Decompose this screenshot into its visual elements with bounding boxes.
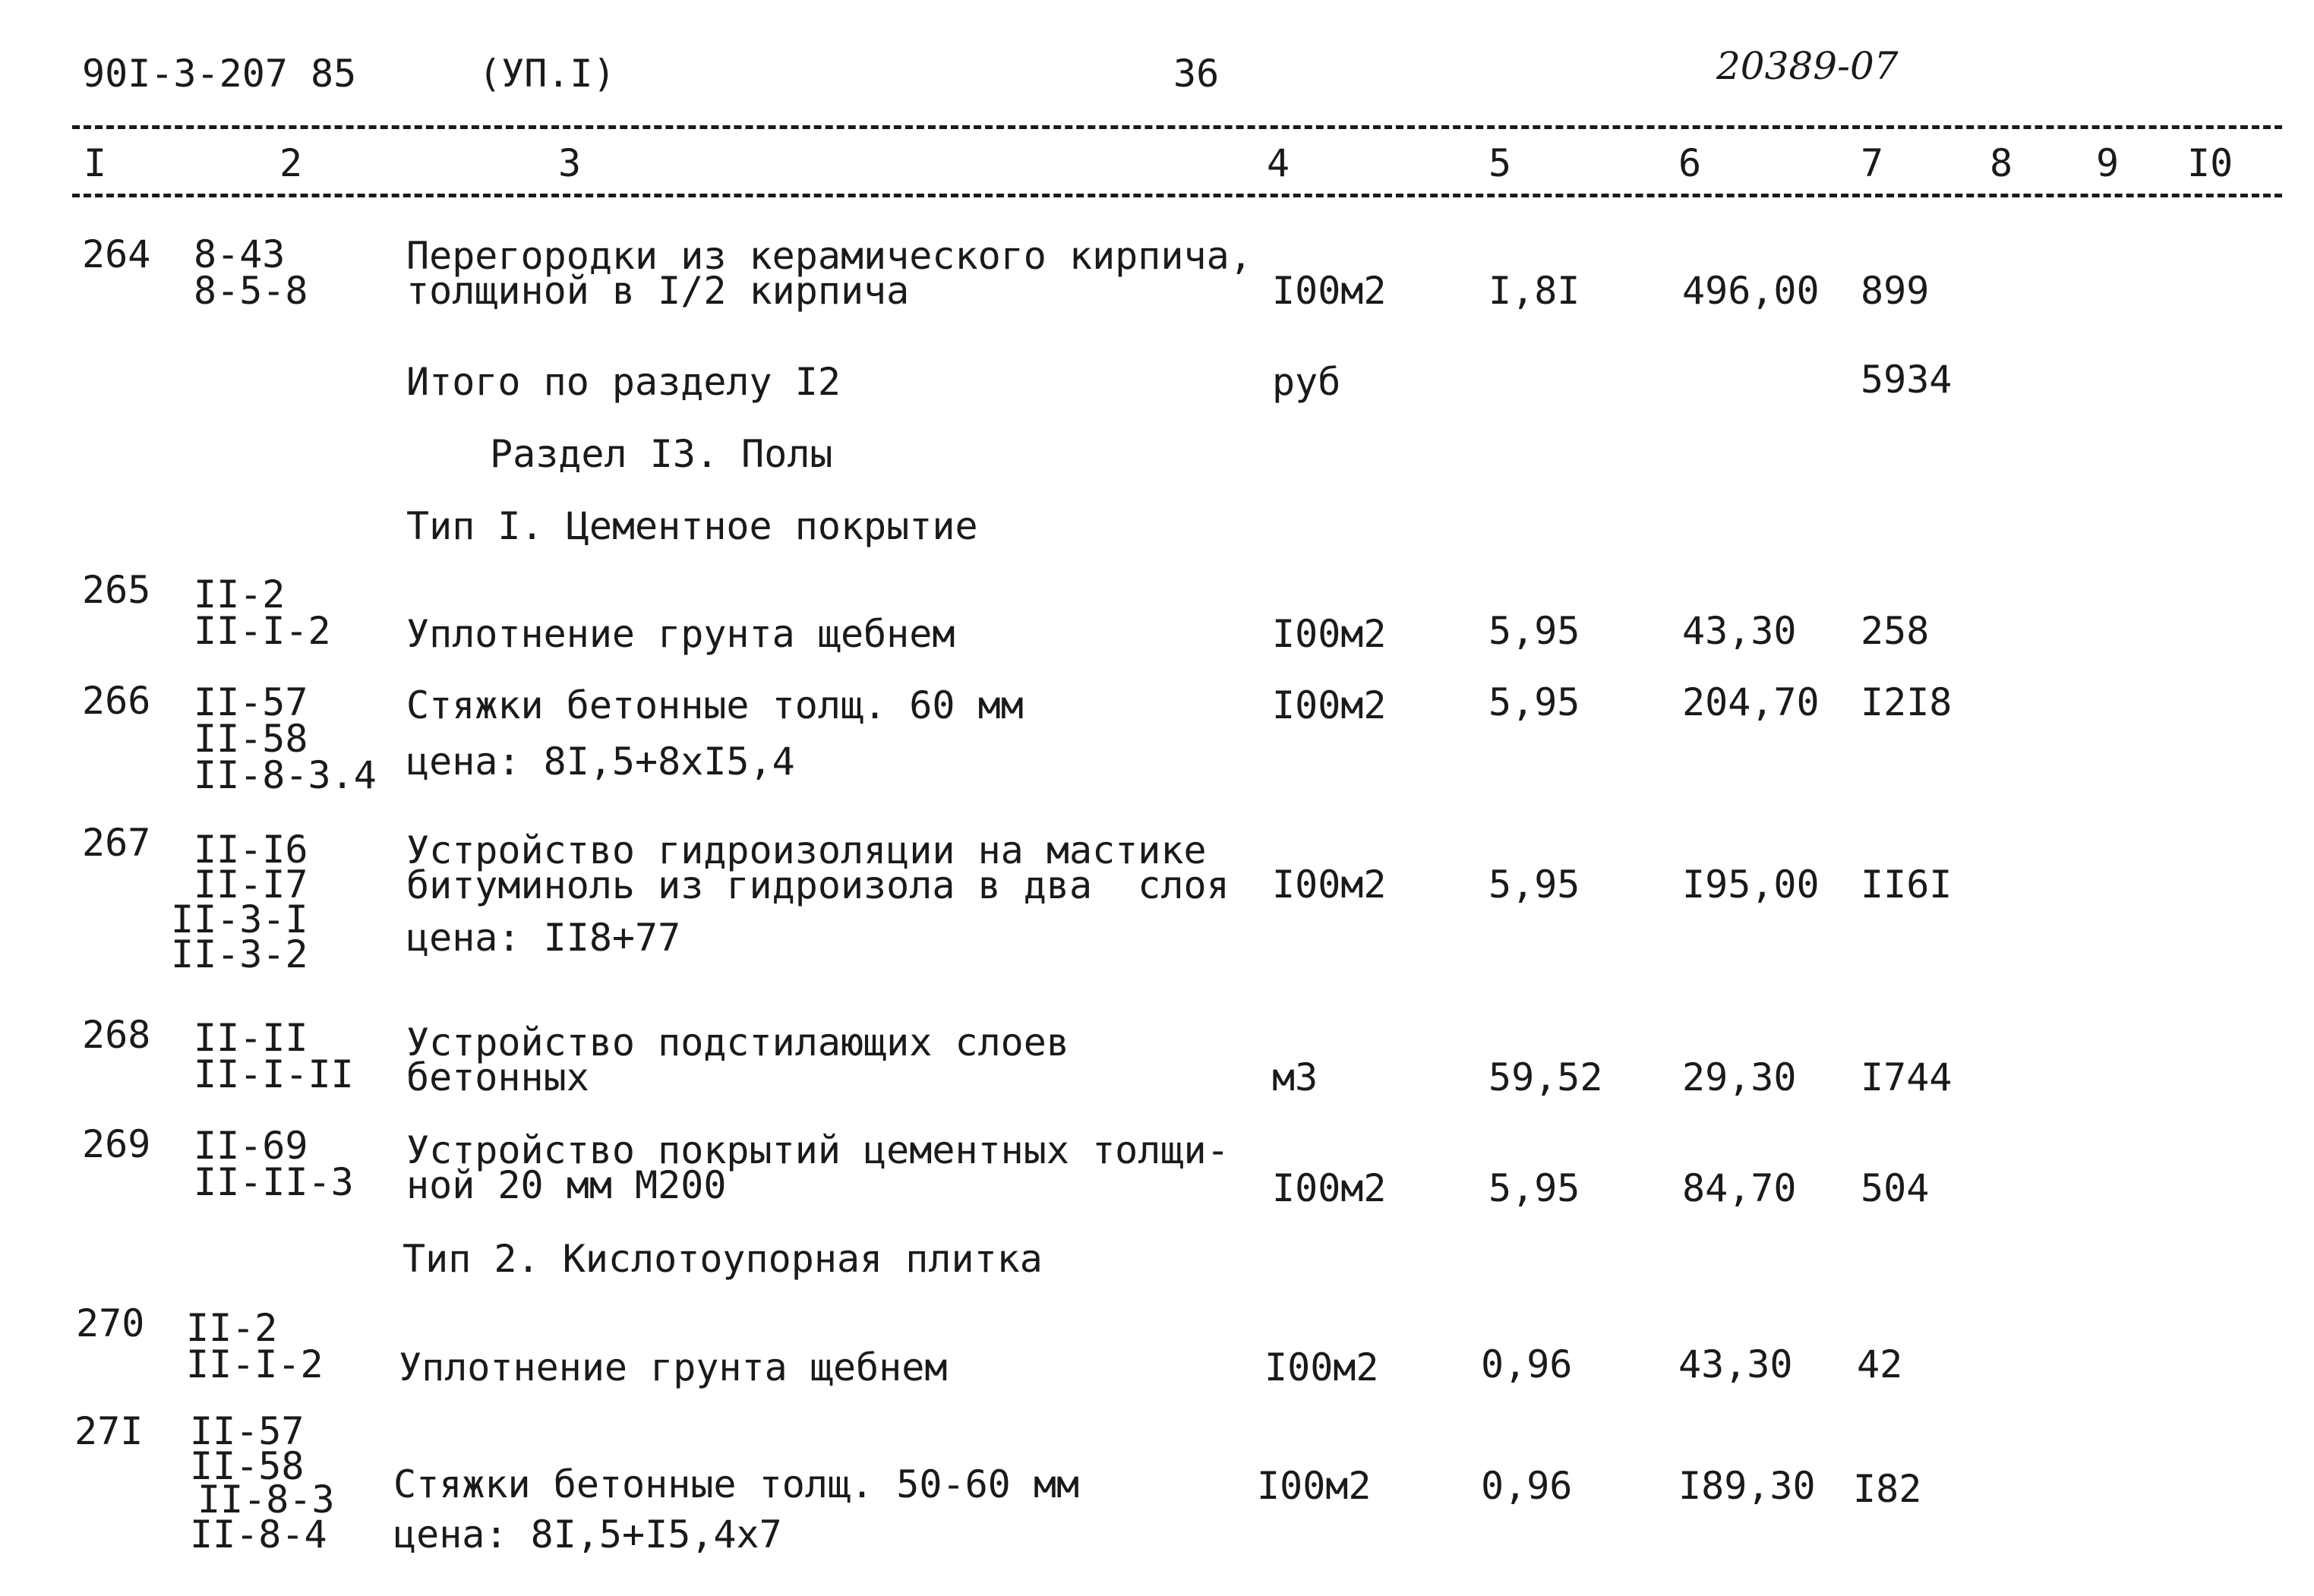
- row-quantity: 5,95: [1488, 680, 1580, 724]
- subtotal-value: 5934: [1861, 358, 1953, 402]
- row-unit: м3: [1272, 1055, 1318, 1099]
- row-code: 8-43: [194, 232, 286, 276]
- row-code: II-8-4: [190, 1512, 327, 1557]
- row-description: Устройство подстилающих слоев: [406, 1020, 1069, 1065]
- row-total: 899: [1861, 269, 1930, 313]
- row-number: 270: [76, 1301, 145, 1345]
- row-total: II6I: [1861, 863, 1953, 907]
- row-number: 267: [82, 821, 151, 865]
- row-description: ной 20 мм М200: [406, 1163, 727, 1207]
- row-unit: I00м2: [1272, 863, 1387, 907]
- row-code: II-3-I: [171, 897, 308, 942]
- row-unit-price: 43,30: [1678, 1342, 1793, 1386]
- row-price-formula: цена: 8I,5+8хI5,4: [406, 740, 795, 784]
- row-quantity: 5,95: [1488, 609, 1580, 653]
- col-header-2: 2: [279, 141, 303, 185]
- section-subtotal-label: Итого по разделу I2: [406, 360, 841, 404]
- header-rule-bottom: [72, 194, 2282, 197]
- row-code: II-I6: [194, 828, 308, 872]
- row-quantity: 5,95: [1488, 863, 1580, 907]
- row-quantity: 0,96: [1481, 1342, 1573, 1386]
- col-header-5: 5: [1488, 141, 1512, 185]
- row-quantity: 5,95: [1488, 1166, 1580, 1210]
- row-code: II-I-2: [186, 1342, 324, 1386]
- col-header-6: 6: [1678, 141, 1702, 185]
- row-unit-price: I89,30: [1678, 1464, 1816, 1508]
- row-code: II-II: [194, 1016, 308, 1060]
- row-total: 42: [1857, 1342, 1903, 1386]
- row-description: Уплотнение грунта щебнем: [406, 612, 955, 656]
- document-code: 90I-3-207 85: [82, 52, 357, 96]
- row-quantity: 0,96: [1481, 1464, 1573, 1508]
- row-code: II-57: [190, 1409, 305, 1453]
- subsection-title: Тип 2. Кислотоупорная плитка: [403, 1237, 1043, 1281]
- row-number: 264: [82, 232, 151, 276]
- row-code: II-58: [194, 717, 308, 761]
- row-unit-price: 496,00: [1682, 269, 1820, 313]
- album-label: (УП.I): [478, 52, 616, 96]
- row-unit: I00м2: [1272, 683, 1387, 727]
- row-description: Устройство гидроизоляции на мастике: [406, 828, 1207, 872]
- row-unit: I00м2: [1264, 1345, 1379, 1389]
- row-description: Перегородки из керамического кирпича,: [406, 234, 1252, 278]
- row-description: толщиной в I/2 кирпича: [406, 269, 910, 313]
- row-quantity: 59,52: [1488, 1055, 1603, 1099]
- row-code: II-2: [194, 572, 286, 617]
- row-unit: I00м2: [1272, 1166, 1387, 1210]
- row-code: II-69: [194, 1124, 308, 1168]
- row-code: II-I-2: [194, 609, 331, 653]
- section-title: Раздел I3. Полы: [490, 432, 833, 476]
- page-number: 36: [1173, 52, 1220, 96]
- row-description: Стяжки бетонные толщ. 60 мм: [406, 683, 1024, 727]
- col-header-9: 9: [2096, 141, 2120, 185]
- subtotal-unit: руб: [1272, 360, 1341, 404]
- row-description: Уплотнение грунта щебнем: [399, 1345, 948, 1389]
- row-unit: I00м2: [1272, 269, 1387, 313]
- row-number: 266: [82, 679, 151, 723]
- row-code: II-58: [190, 1444, 305, 1488]
- row-code: II-3-2: [171, 932, 308, 976]
- row-unit-price: 84,70: [1682, 1166, 1797, 1210]
- row-description: Стяжки бетонные толщ. 50-60 мм: [393, 1462, 1080, 1506]
- row-unit-price: I95,00: [1682, 863, 1820, 907]
- row-total: I82: [1853, 1467, 1922, 1511]
- col-header-4: 4: [1267, 141, 1290, 185]
- row-total: I744: [1861, 1055, 1953, 1099]
- row-description: Устройство покрытий цементных толщи-: [406, 1128, 1230, 1172]
- header-rule-top: [72, 125, 2282, 129]
- row-total: 258: [1861, 609, 1930, 653]
- row-number: 269: [82, 1122, 151, 1166]
- row-price-formula: цена: II8+77: [406, 916, 681, 960]
- row-code: II-I7: [194, 863, 308, 907]
- col-header-10: I0: [2187, 141, 2233, 185]
- inventory-stamp: 20389-07: [1716, 44, 1899, 88]
- col-header-7: 7: [1861, 141, 1884, 185]
- row-code: II-II-3: [194, 1160, 354, 1204]
- row-unit: I00м2: [1272, 612, 1387, 656]
- col-header-3: 3: [558, 141, 582, 185]
- row-unit-price: 29,30: [1682, 1055, 1797, 1099]
- row-number: 27I: [74, 1409, 144, 1453]
- row-code: II-57: [194, 680, 308, 724]
- row-unit: I00м2: [1257, 1464, 1372, 1508]
- row-code: II-8-3: [197, 1478, 335, 1522]
- row-price-formula: цена: 8I,5+I5,4х7: [393, 1512, 782, 1557]
- row-number: 268: [82, 1013, 151, 1057]
- row-description: бетонных: [406, 1055, 589, 1099]
- row-unit-price: 43,30: [1682, 609, 1797, 653]
- row-code: 8-5-8: [194, 269, 308, 313]
- subsection-title: Тип I. Цементное покрытие: [406, 504, 978, 548]
- row-code: II-8-3.4: [194, 753, 377, 797]
- row-unit-price: 204,70: [1682, 680, 1820, 724]
- row-total: 504: [1861, 1166, 1930, 1210]
- row-quantity: I,8I: [1488, 269, 1580, 313]
- row-total: I2I8: [1861, 680, 1953, 724]
- row-number: 265: [82, 568, 151, 612]
- row-code: II-I-II: [194, 1052, 354, 1096]
- row-code: II-2: [186, 1306, 278, 1350]
- row-description: битуминоль из гидроизола в два слоя: [406, 863, 1230, 907]
- col-header-8: 8: [1990, 141, 2013, 185]
- col-header-1: I: [84, 141, 107, 185]
